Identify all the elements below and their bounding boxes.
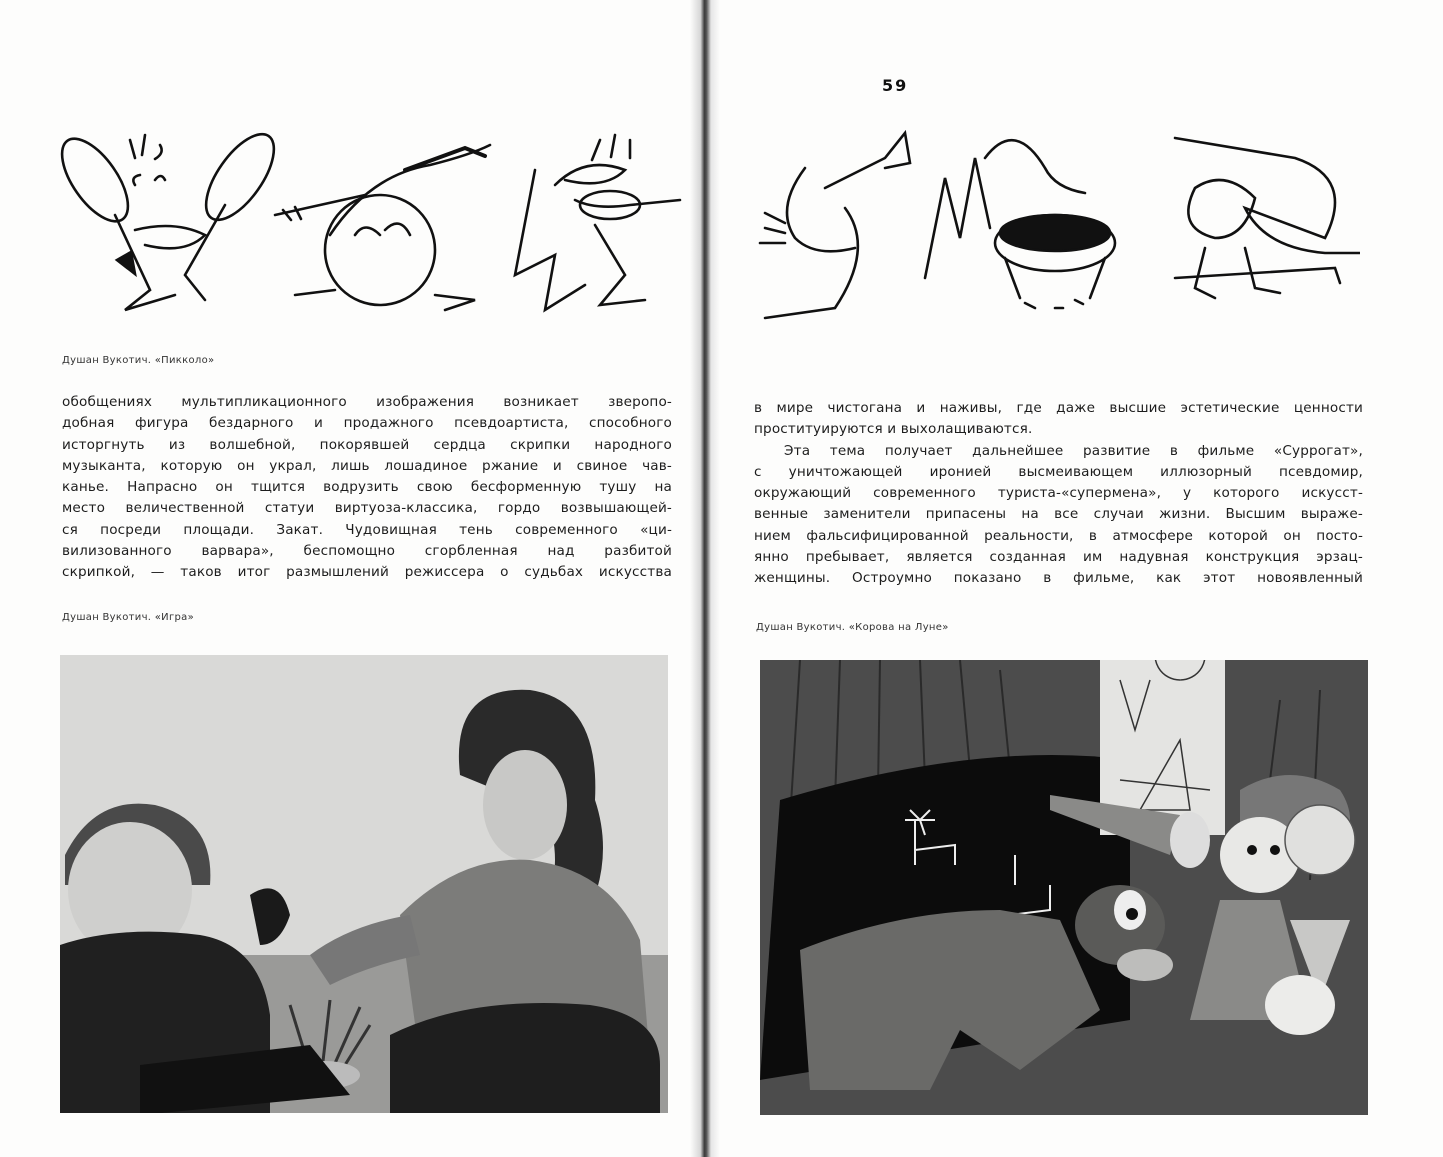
- text-line: с уничтожающей иронией высмеивающем иллюзорный псевдомир,: [754, 463, 1363, 480]
- drawing-caption-left: Душан Вукотич. «Пикколо»: [62, 355, 215, 366]
- text-line: вилизованного варвара», беспомощно сгорбленная над разбитой: [62, 543, 672, 560]
- text-line: канье. Напрасно он тщится водрузить свою бесформенную тушу на: [62, 479, 672, 496]
- page-number: 59: [882, 76, 909, 95]
- text-line: место величественной статуи виртуоза-классика, гордо возвышающей-: [62, 500, 672, 517]
- right-body-text: [754, 398, 1363, 590]
- photo-caption-right: Душан Вукотич. «Корова на Луне»: [756, 622, 949, 633]
- text-line: добная фигура бездарного и продажного псевдоартиста, способного: [62, 415, 672, 432]
- text-line: венные заменители припасены на все случаи жизни. Высшим выраже-: [754, 506, 1363, 523]
- text-line: женщины. Остроумно показано в фильме, как этот новоявленный: [754, 570, 1363, 587]
- cartoon-cow-on-moon-still-icon: [760, 660, 1368, 1115]
- text-line: обобщениях мультипликационного изображения возникает зверопо-: [62, 394, 672, 410]
- children-playing-photo-icon: [60, 655, 668, 1113]
- cartoon-musicians-drawing-left-icon: [55, 125, 685, 325]
- text-line: нием фальсифицированной реальности, в атмосфере которой он посто-: [754, 527, 1363, 544]
- text-line: скрипкой, — таков итог размышлений режиссера о судьбах искусства: [62, 564, 672, 581]
- text-line: ся посреди площади. Закат. Чудовищная тень современного «ци-: [62, 521, 672, 538]
- text-line: в мире чистогана и наживы, где даже высшие эстетические ценности: [754, 400, 1363, 416]
- text-line: музыканта, которую он украл, лишь лошадиное ржание и свиное чав-: [62, 457, 672, 474]
- cartoon-musicians-drawing-right-icon: [755, 128, 1360, 323]
- book-gutter: [690, 0, 720, 1157]
- text-line: Эта тема получает дальнейшее развитие в фильме «Суррогат»,: [784, 442, 1363, 459]
- text-line: исторгнуть из волшебной, покорявшей сердца скрипки народного: [62, 436, 672, 453]
- text-line: окружающий современного туриста-«супермена», у которого искусст-: [754, 485, 1363, 502]
- left-body-text: [62, 392, 672, 584]
- photo-caption-left: Душан Вукотич. «Игра»: [62, 612, 194, 623]
- text-line: янно пребывает, является созданная им надувная конструкция эрзац-: [754, 549, 1363, 566]
- text-line: проституируются и выхолащиваются.: [754, 421, 1033, 438]
